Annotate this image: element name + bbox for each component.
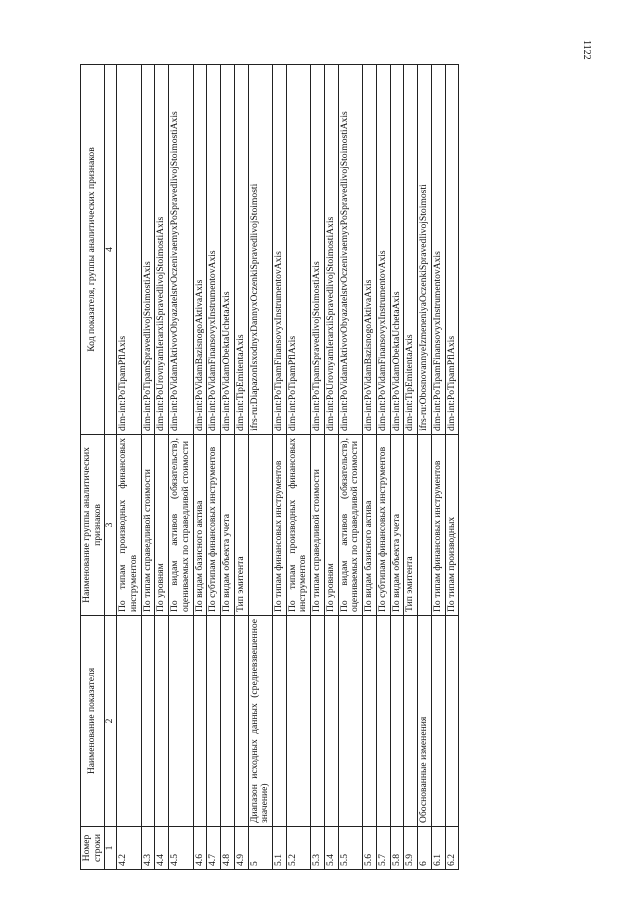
- indicator-name: [376, 616, 390, 827]
- indicator-code: dim-int:PoTipamFinansovyxInstrumentovAxis: [431, 65, 445, 435]
- group-name: По субтипам финансовых инструментов: [207, 435, 221, 616]
- rotated-table-container: [80, 65, 580, 870]
- column-number: 1: [105, 827, 117, 870]
- page-number: 1122: [581, 40, 592, 60]
- row-number: 5.3: [311, 827, 325, 870]
- table-body: [117, 65, 459, 870]
- header-indicator-name: Наименование показателя: [81, 616, 105, 827]
- indicator-code: dim-int:PoTipamFinansovyxInstrumentovAxis: [273, 65, 287, 435]
- row-number: 4.5: [169, 827, 193, 870]
- row-number: 4.3: [141, 827, 155, 870]
- indicator-name: [311, 616, 325, 827]
- indicator-code: dim-int:PoTipamPflAxis: [117, 65, 141, 435]
- table-row: [273, 65, 287, 870]
- indicator-code: dim-int:PoUrovnyamIerarxiiSpravedlivojStoimostiAxis: [324, 65, 338, 435]
- table-row: [207, 65, 221, 870]
- group-name: [418, 435, 432, 616]
- group-name: По уровням: [324, 435, 338, 616]
- table-row: [141, 65, 155, 870]
- header-row-number: Номер строки: [81, 827, 105, 870]
- indicator-code: dim-int:PoTipamSpravedlivojStoimostiAxis: [141, 65, 155, 435]
- group-name: По типам финансовых инструментов: [273, 435, 287, 616]
- table-row: [169, 65, 193, 870]
- indicator-code: ifrs-ru:DiapazonIsxodnyxDannyxOczenkiSpravedlivojStoimosti: [248, 65, 272, 435]
- indicator-name: [221, 616, 235, 827]
- table-row: [431, 65, 445, 870]
- indicator-name: [207, 616, 221, 827]
- table-row: [221, 65, 235, 870]
- indicator-name: [404, 616, 418, 827]
- row-number: 4.6: [193, 827, 207, 870]
- indicator-name: [338, 616, 362, 827]
- indicator-name: [273, 616, 287, 827]
- row-number: 4.8: [221, 827, 235, 870]
- indicator-code: dim-int:TipEmitentaAxis: [234, 65, 248, 435]
- table-row: [376, 65, 390, 870]
- indicator-code: dim-int:TipEmitentaAxis: [404, 65, 418, 435]
- indicator-code: ifrs-ru:ObosnovannyeIzmeneniyaOczenkiSpravedlivojStoimosti: [418, 65, 432, 435]
- indicator-name: [363, 616, 377, 827]
- group-name: По видам активов (обязательств), оцениваемых по справедливой стоимости: [169, 435, 193, 616]
- header-group-name: Наименование группы аналитических признаков: [81, 435, 105, 616]
- indicator-code: dim-int:PoVidamAktivovObyazatelstvOczenivaemyxPoSpravedlivojStoimostiAxis: [169, 65, 193, 435]
- header-row: [81, 65, 105, 870]
- row-number: 5.8: [390, 827, 404, 870]
- indicator-code: dim-int:PoUrovnyamIerarxiiSpravedlivojStoimostiAxis: [155, 65, 169, 435]
- column-number: 3: [105, 435, 117, 616]
- indicator-name: [324, 616, 338, 827]
- indicator-name: [117, 616, 141, 827]
- indicator-code: dim-int:PoVidamFinansovyxInstrumentovAxis: [376, 65, 390, 435]
- table-row: [311, 65, 325, 870]
- table-row: [234, 65, 248, 870]
- row-number: 5.6: [363, 827, 377, 870]
- table-row: [445, 65, 459, 870]
- indicator-name: [169, 616, 193, 827]
- table-row: [404, 65, 418, 870]
- column-number: 2: [105, 616, 117, 827]
- group-name: Тип эмитента: [404, 435, 418, 616]
- group-name: По типам финансовых инструментов: [431, 435, 445, 616]
- indicator-code: dim-int:PoTipamSpravedlivojStoimostiAxis: [311, 65, 325, 435]
- table-row: [193, 65, 207, 870]
- table-row: [155, 65, 169, 870]
- table-row: [418, 65, 432, 870]
- group-name: По видам базисного актива: [363, 435, 377, 616]
- row-number: 5.7: [376, 827, 390, 870]
- group-name: По субтипам финансовых инструментов: [376, 435, 390, 616]
- group-name: По уровням: [155, 435, 169, 616]
- row-number: 5.5: [338, 827, 362, 870]
- indicator-name: [445, 616, 459, 827]
- row-number: 5.4: [324, 827, 338, 870]
- group-name: По видам объекта учета: [390, 435, 404, 616]
- row-number: 6: [418, 827, 432, 870]
- indicator-name: [286, 616, 310, 827]
- table-row: [390, 65, 404, 870]
- row-number: 6.2: [445, 827, 459, 870]
- group-name: [248, 435, 272, 616]
- indicator-name: [193, 616, 207, 827]
- indicator-name: Обоснованные изменения: [418, 616, 432, 827]
- group-name: По видам базисного актива: [193, 435, 207, 616]
- group-name: По типам производных финансовых инструментов: [286, 435, 310, 616]
- group-name: По типам справедливой стоимости: [311, 435, 325, 616]
- row-number: 6.1: [431, 827, 445, 870]
- indicator-name: [155, 616, 169, 827]
- column-number-row: [105, 65, 117, 870]
- table-row: [286, 65, 310, 870]
- row-number: 5.9: [404, 827, 418, 870]
- table-row: [363, 65, 377, 870]
- row-number: 5.1: [273, 827, 287, 870]
- indicator-code: dim-int:PoVidamBazisnogoAktivaAxis: [193, 65, 207, 435]
- row-number: 4.2: [117, 827, 141, 870]
- row-number: 4.9: [234, 827, 248, 870]
- group-name: По видам объекта учета: [221, 435, 235, 616]
- table-row: [324, 65, 338, 870]
- indicator-name: [141, 616, 155, 827]
- indicator-code: dim-int:PoVidamFinansovyxInstrumentovAxis: [207, 65, 221, 435]
- column-number: 4: [105, 65, 117, 435]
- row-number: 4.4: [155, 827, 169, 870]
- indicator-name: [431, 616, 445, 827]
- indicator-name: [390, 616, 404, 827]
- indicator-name: [234, 616, 248, 827]
- indicator-code: dim-int:PoVidamAktivovObyazatelstvOczenivaemyxPoSpravedlivojStoimostiAxis: [338, 65, 362, 435]
- indicator-code: dim-int:PoVidamObektaUchetaAxis: [221, 65, 235, 435]
- indicator-table: [80, 64, 459, 870]
- indicator-code: dim-int:PoTipamPflAxis: [286, 65, 310, 435]
- indicator-code: dim-int:PoTipamPflAxis: [445, 65, 459, 435]
- row-number: 5: [248, 827, 272, 870]
- header-code: Код показателя, группы аналитических признаков: [81, 65, 105, 435]
- table-row: [248, 65, 272, 870]
- indicator-code: dim-int:PoVidamObektaUchetaAxis: [390, 65, 404, 435]
- group-name: По типам справедливой стоимости: [141, 435, 155, 616]
- row-number: 4.7: [207, 827, 221, 870]
- table-row: [117, 65, 141, 870]
- indicator-name: Диапазон исходных данных (средневзвешенное значение): [248, 616, 272, 827]
- group-name: По видам активов (обязательств), оцениваемых по справедливой стоимости: [338, 435, 362, 616]
- table-row: [338, 65, 362, 870]
- group-name: По типам производных: [445, 435, 459, 616]
- group-name: Тип эмитента: [234, 435, 248, 616]
- row-number: 5.2: [286, 827, 310, 870]
- group-name: По типам производных финансовых инструментов: [117, 435, 141, 616]
- indicator-code: dim-int:PoVidamBazisnogoAktivaAxis: [363, 65, 377, 435]
